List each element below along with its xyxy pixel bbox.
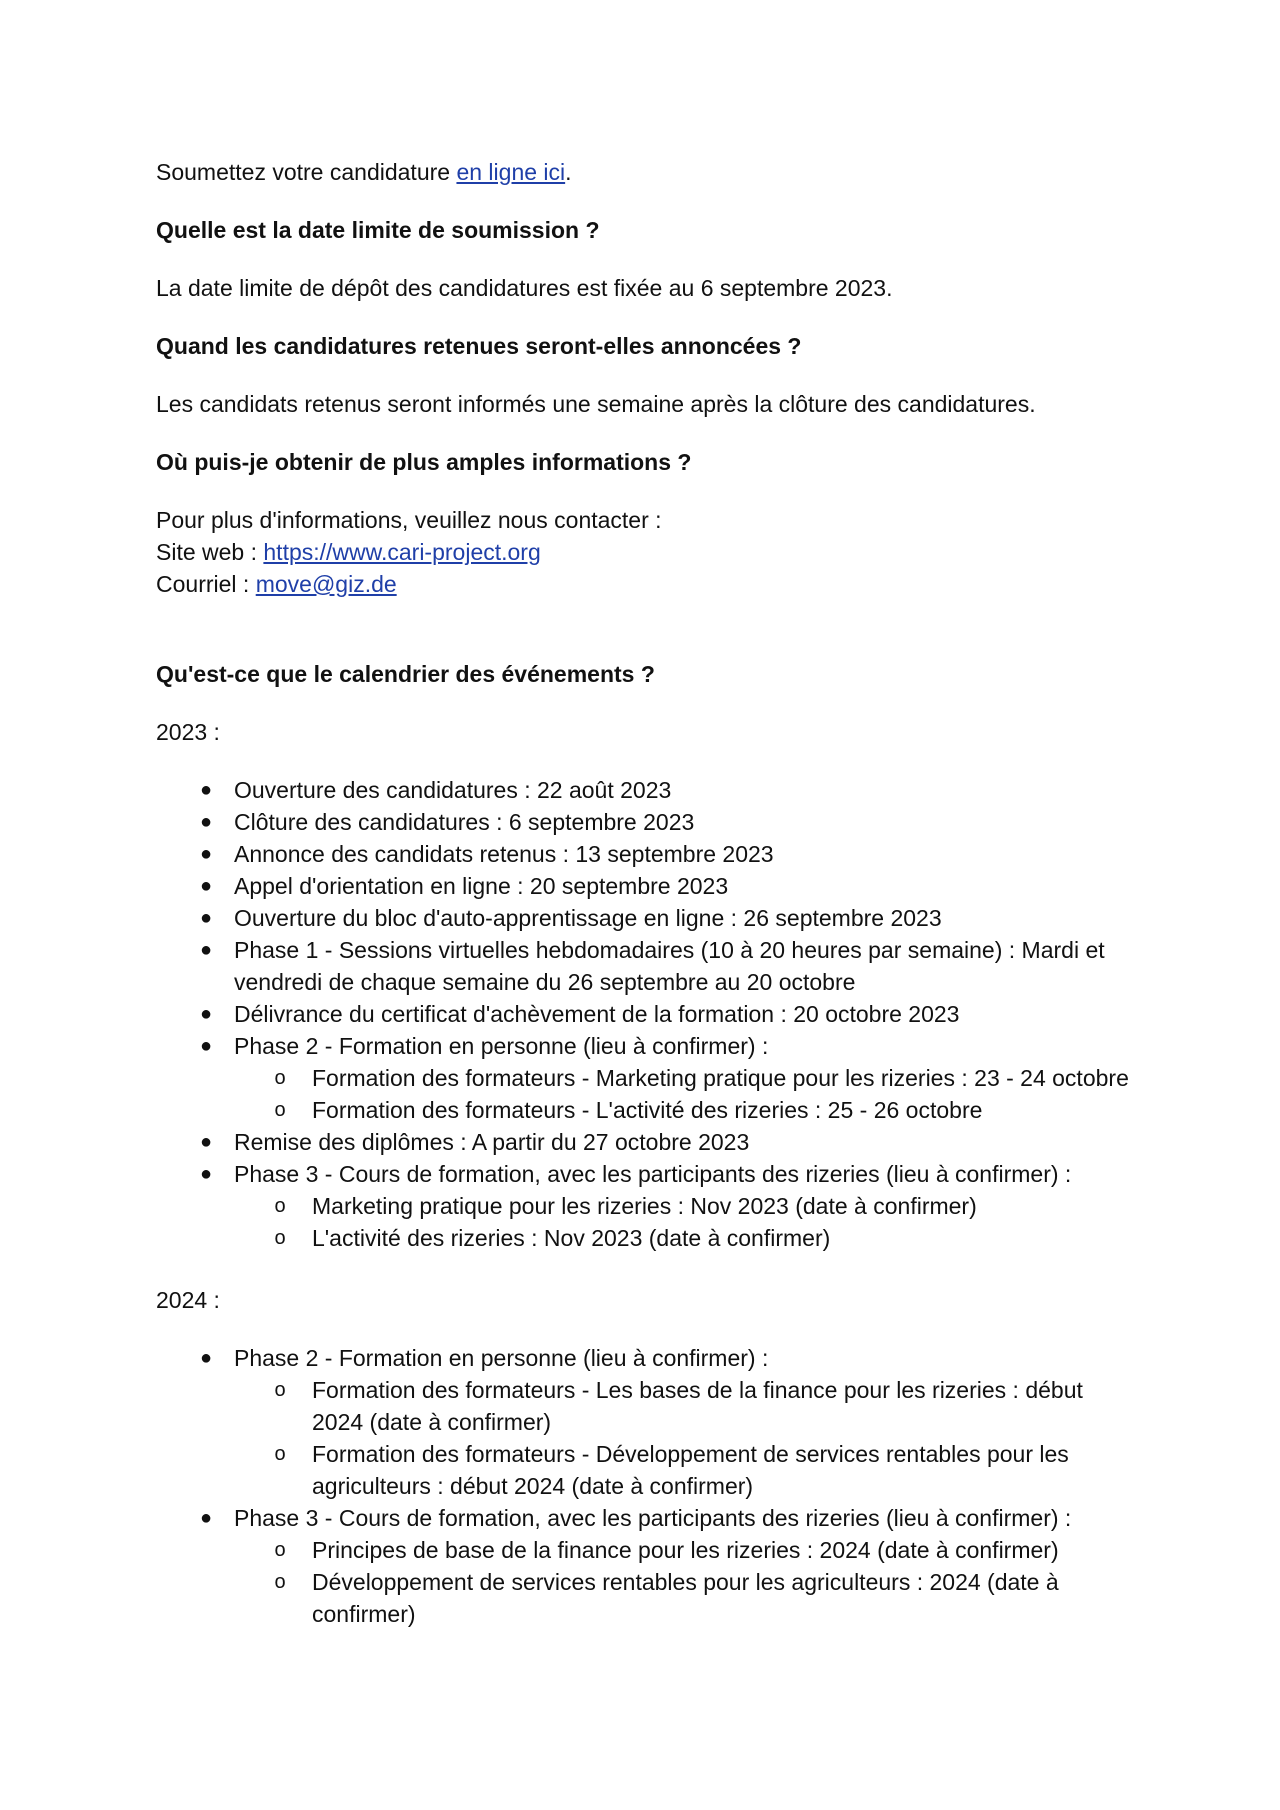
circle-bullet-icon: o <box>274 1067 286 1089</box>
website-label: Site web : <box>156 539 264 565</box>
list-item: ● Remise des diplômes : A partir du 27 octobre 2023 <box>156 1126 1136 1158</box>
bullet-icon: ● <box>199 843 213 865</box>
contact-intro: Pour plus d'informations, veuillez nous contacter : <box>156 507 662 533</box>
sub-list-item: o Marketing pratique pour les rizeries : Nov 2023 (date à confirmer) <box>234 1190 1136 1222</box>
deadline-heading: Quelle est la date limite de soumission ? <box>156 217 600 243</box>
bullet-icon: ● <box>199 811 213 833</box>
calendar-2023-list <box>156 774 1136 1254</box>
list-item: ● Appel d'orientation en ligne : 20 septembre 2023 <box>156 870 1136 902</box>
sub-list-item: o Formation des formateurs - L'activité des rizeries : 25 - 26 octobre <box>234 1094 1136 1126</box>
email-link[interactable]: move@giz.de <box>255 571 397 597</box>
list-item: ● Annonce des candidats retenus : 13 septembre 2023 <box>156 838 1136 870</box>
sub-list-item: o Formation des formateurs - Développement de services rentables pour les agriculteurs : début 2024 (date à confirmer) <box>234 1438 1136 1502</box>
list-item: ● Clôture des candidatures : 6 septembre 2023 <box>156 806 1136 838</box>
bullet-icon: ● <box>199 1507 213 1529</box>
sub-list-item: o Développement de services rentables pour les agriculteurs : 2024 (date à confirmer) <box>234 1566 1136 1630</box>
sub-list-item: o Principes de base de la finance pour les rizeries : 2024 (date à confirmer) <box>234 1534 1136 1566</box>
year-2024-label: 2024 : <box>156 1287 220 1313</box>
bullet-icon: ● <box>199 1347 213 1369</box>
calendar-heading: Qu'est-ce que le calendrier des événements ? <box>156 661 655 687</box>
info-heading: Où puis-je obtenir de plus amples informations ? <box>156 449 692 475</box>
circle-bullet-icon: o <box>274 1571 286 1593</box>
phase3-2023-sublist <box>234 1190 1136 1254</box>
phase2-2023-sublist <box>234 1062 1136 1126</box>
announcement-heading: Quand les candidatures retenues seront-elles annoncées ? <box>156 333 802 359</box>
calendar-2024-list <box>156 1342 1136 1630</box>
bullet-icon: ● <box>199 1163 213 1185</box>
list-item: ● Phase 2 - Formation en personne (lieu à confirmer) : o Formation des formateurs - Les bases de la finance pour les rizeries : début 2024 (date à confirmer) o Formation des formateurs - Développement de services rentables pour les agriculteurs : début 2024 (date à confirmer) <box>156 1342 1136 1502</box>
document-page <box>156 156 1136 1660</box>
circle-bullet-icon: o <box>274 1099 286 1121</box>
year-2023-label: 2023 : <box>156 719 220 745</box>
phase3-2024-sublist <box>234 1534 1136 1630</box>
bullet-icon: ● <box>199 875 213 897</box>
circle-bullet-icon: o <box>274 1227 286 1249</box>
list-item: ● Phase 3 - Cours de formation, avec les participants des rizeries (lieu à confirmer) : o Marketing pratique pour les rizeries : Nov 2023 (date à confirmer) o L'activité des rizeries : Nov 2023 (date à confirmer) <box>156 1158 1136 1254</box>
bullet-icon: ● <box>199 939 213 961</box>
circle-bullet-icon: o <box>274 1379 286 1401</box>
list-item: ● Ouverture des candidatures : 22 août 2023 <box>156 774 1136 806</box>
list-item: ● Phase 1 - Sessions virtuelles hebdomadaires (10 à 20 heures par semaine) : Mardi et vendredi de chaque semaine du 26 septembre au 20 octobre <box>156 934 1136 998</box>
intro-suffix: . <box>565 159 572 185</box>
website-line <box>156 536 1136 568</box>
list-item: ● Ouverture du bloc d'auto-apprentissage en ligne : 26 septembre 2023 <box>156 902 1136 934</box>
bullet-icon: ● <box>199 1035 213 1057</box>
bullet-icon: ● <box>199 907 213 929</box>
deadline-text: La date limite de dépôt des candidatures est fixée au 6 septembre 2023. <box>156 275 893 301</box>
list-item: ● Phase 2 - Formation en personne (lieu à confirmer) : o Formation des formateurs - Marketing pratique pour les rizeries : 23 - 24 octobre o Formation des formateurs - L'activité des rizeries : 25 - 26 octobre <box>156 1030 1136 1126</box>
circle-bullet-icon: o <box>274 1539 286 1561</box>
intro-prefix: Soumettez votre candidature <box>156 159 457 185</box>
list-item: ● Phase 3 - Cours de formation, avec les participants des rizeries (lieu à confirmer) : o Principes de base de la finance pour les rizeries : 2024 (date à confirmer) o Développement de services rentables pour les agriculteurs : 2024 (date à confirmer) <box>156 1502 1136 1630</box>
intro-paragraph <box>156 156 1136 188</box>
sub-list-item: o L'activité des rizeries : Nov 2023 (date à confirmer) <box>234 1222 1136 1254</box>
email-label: Courriel : <box>156 571 256 597</box>
circle-bullet-icon: o <box>274 1195 286 1217</box>
apply-online-link[interactable]: en ligne ici <box>456 159 566 185</box>
bullet-icon: ● <box>199 1003 213 1025</box>
phase2-2024-sublist <box>234 1374 1136 1502</box>
contact-block <box>156 504 1136 600</box>
email-line <box>156 568 1136 600</box>
bullet-icon: ● <box>199 779 213 801</box>
sub-list-item: o Formation des formateurs - Marketing pratique pour les rizeries : 23 - 24 octobre <box>234 1062 1136 1094</box>
announcement-text: Les candidats retenus seront informés une semaine après la clôture des candidatures. <box>156 391 1036 417</box>
list-item: ● Délivrance du certificat d'achèvement de la formation : 20 octobre 2023 <box>156 998 1136 1030</box>
circle-bullet-icon: o <box>274 1443 286 1465</box>
website-link[interactable]: https://www.cari-project.org <box>263 539 541 565</box>
bullet-icon: ● <box>199 1131 213 1153</box>
sub-list-item: o Formation des formateurs - Les bases de la finance pour les rizeries : début 2024 (date à confirmer) <box>234 1374 1136 1438</box>
